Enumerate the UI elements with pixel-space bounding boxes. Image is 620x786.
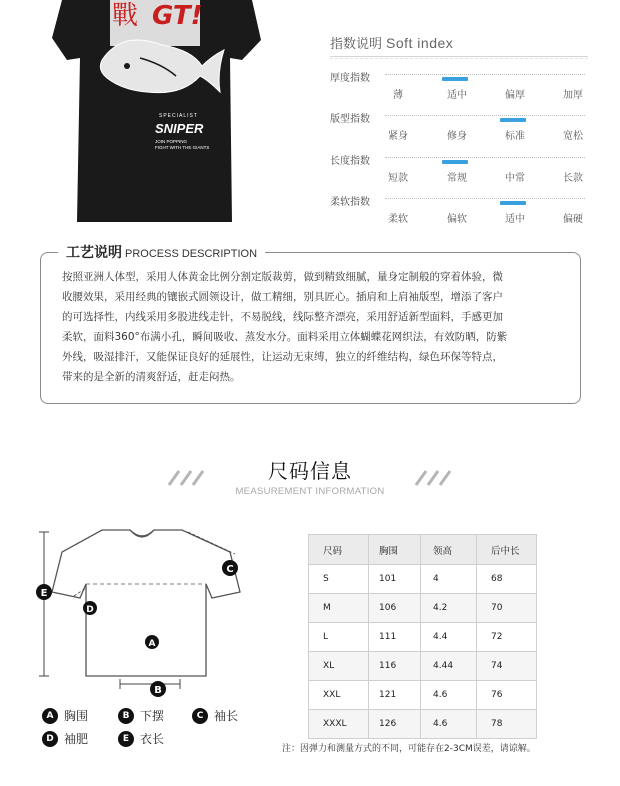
index-option: 适中: [447, 90, 467, 101]
table-cell: 4.44: [421, 652, 477, 681]
slogan-text: GT!: [152, 1, 203, 31]
process-line: 外线，吸湿排汗，又能保证良好的延展性，让运动无束缚，独立的纤维结构，绿色环保等特点，: [62, 351, 503, 363]
process-line: 的可选择性，内线采用多股进线走针，不易脱线，线际整齐漂亮，采用舒适新型面料，手感更加: [62, 311, 503, 323]
index-option: 加厚: [563, 90, 583, 101]
legend-label: 衣长: [140, 732, 165, 746]
index-title-cn: 指数说明: [330, 37, 383, 52]
table-cell: L: [309, 623, 369, 652]
table-cell: 4.2: [421, 594, 477, 623]
legend-item: [118, 730, 164, 747]
index-option: 柔软: [388, 214, 408, 225]
table-cell: XXL: [309, 681, 369, 710]
table-row: [309, 623, 537, 652]
index-title: [330, 33, 453, 52]
index-label: 版型指数: [330, 114, 370, 125]
index-option: 偏软: [447, 214, 467, 225]
thickness-index-row: [330, 69, 590, 105]
size-table: [308, 534, 537, 739]
process-description: [62, 267, 562, 387]
index-option: 薄: [393, 90, 403, 101]
table-row: [309, 652, 537, 681]
index-option: 宽松: [563, 131, 583, 142]
table-cell: 106: [369, 594, 421, 623]
index-marker: [442, 77, 468, 81]
tagline-2: FIGHT WITH THE GIANTS: [155, 145, 210, 150]
marker-d-text: D: [86, 605, 94, 615]
legend-item: [192, 707, 238, 724]
table-cell: XL: [309, 652, 369, 681]
index-track: [385, 198, 585, 201]
fit-index-row: [330, 110, 590, 146]
legend-item: [42, 730, 88, 747]
index-label: 厚度指数: [330, 73, 370, 84]
size-note: 注：因弹力和测量方式的不同，可能存在2-3CM误差，请谅解。: [282, 744, 536, 754]
table-cell: 4.4: [421, 623, 477, 652]
index-option: 短款: [388, 173, 408, 184]
table-cell: 116: [369, 652, 421, 681]
marker-a-text: A: [148, 639, 156, 649]
table-cell: 121: [369, 681, 421, 710]
index-label: 长度指数: [330, 156, 370, 167]
index-marker: [442, 160, 468, 164]
size-section-title: 尺码信息: [268, 459, 352, 483]
table-cell: 70: [477, 594, 537, 623]
index-marker: [500, 118, 526, 122]
table-cell: 76: [477, 681, 537, 710]
index-track: [385, 115, 585, 118]
table-cell: 126: [369, 710, 421, 739]
table-cell: 68: [477, 565, 537, 594]
chest-char: 戰: [112, 1, 139, 31]
table-cell: 4: [421, 565, 477, 594]
divider: [330, 58, 588, 59]
product-tshirt-image: [52, 0, 262, 222]
legend-item: [42, 707, 88, 724]
marker-d-icon: D: [42, 731, 58, 747]
table-cell: M: [309, 594, 369, 623]
header-cell: 领高: [421, 535, 477, 565]
marker-a-icon: A: [42, 708, 58, 724]
process-line: 收腰效果，采用经典的镶嵌式圆领设计，做工精细，别具匠心。插肩和上肩袖版型，增添了客户: [62, 291, 503, 303]
table-cell: 111: [369, 623, 421, 652]
marker-c-text: C: [226, 564, 234, 575]
table-cell: 4.6: [421, 681, 477, 710]
divider: [330, 56, 588, 57]
legend-item: [118, 707, 164, 724]
index-option: 偏硬: [563, 214, 583, 225]
index-option: 修身: [447, 131, 467, 142]
header-cell: 胸围: [369, 535, 421, 565]
brand-text: SNIPER: [155, 121, 204, 136]
legend-label: 袖长: [214, 709, 239, 723]
brand-small-text: SPECIALIST: [159, 113, 198, 119]
table-cell: S: [309, 565, 369, 594]
marker-b-icon: B: [118, 708, 134, 724]
marker-e-text: E: [40, 588, 48, 599]
table-cell: 78: [477, 710, 537, 739]
index-title-en: Soft index: [386, 35, 454, 51]
marker-e-icon: E: [118, 731, 134, 747]
index-option: 中常: [505, 173, 525, 184]
process-title-en: PROCESS DESCRIPTION: [125, 248, 258, 260]
process-title-cn: 工艺说明: [66, 245, 122, 261]
index-option: 偏厚: [505, 90, 525, 101]
table-row: [309, 594, 537, 623]
table-row: [309, 710, 537, 739]
table-row: [309, 681, 537, 710]
index-marker: [500, 201, 526, 205]
table-cell: 101: [369, 565, 421, 594]
measurement-diagram: [30, 526, 260, 706]
legend-label: 袖肥: [64, 732, 89, 746]
index-option: 紧身: [388, 131, 408, 142]
size-section-subtitle: MEASUREMENT INFORMATION: [235, 486, 385, 497]
legend-label: 下摆: [140, 709, 165, 723]
index-option: 适中: [505, 214, 525, 225]
legend-label: 胸围: [64, 709, 89, 723]
table-cell: 74: [477, 652, 537, 681]
process-line: 柔软，面料360°布满小孔，瞬间吸收、蒸发水分。面料采用立体蝴蝶花网织法，有效防晒，防紫: [62, 331, 508, 343]
index-option: 常规: [447, 173, 467, 184]
softness-index-row: [330, 193, 590, 229]
marker-b-text: B: [154, 685, 162, 696]
index-label: 柔软指数: [330, 197, 370, 208]
header-cell: 尺码: [309, 535, 369, 565]
process-line: 带来的是全新的清爽舒适，赶走闷热。: [62, 371, 241, 383]
table-header-row: [309, 535, 537, 565]
table-cell: XXXL: [309, 710, 369, 739]
index-option: 标准: [505, 131, 525, 142]
length-index-row: [330, 152, 590, 188]
index-track: [385, 157, 585, 160]
table-cell: 72: [477, 623, 537, 652]
table-row: [309, 565, 537, 594]
header-cell: 后中长: [477, 535, 537, 565]
process-line: 按照亚洲人体型，采用人体黄金比例分割定版裁剪，做到精致细腻，量身定制般的穿着体验，微: [62, 271, 503, 283]
index-option: 长款: [563, 173, 583, 184]
index-track: [385, 74, 585, 77]
marker-c-icon: C: [192, 708, 208, 724]
process-title: [58, 242, 265, 262]
table-cell: 4.6: [421, 710, 477, 739]
tagline-1: JOIN POPPING: [155, 139, 188, 144]
